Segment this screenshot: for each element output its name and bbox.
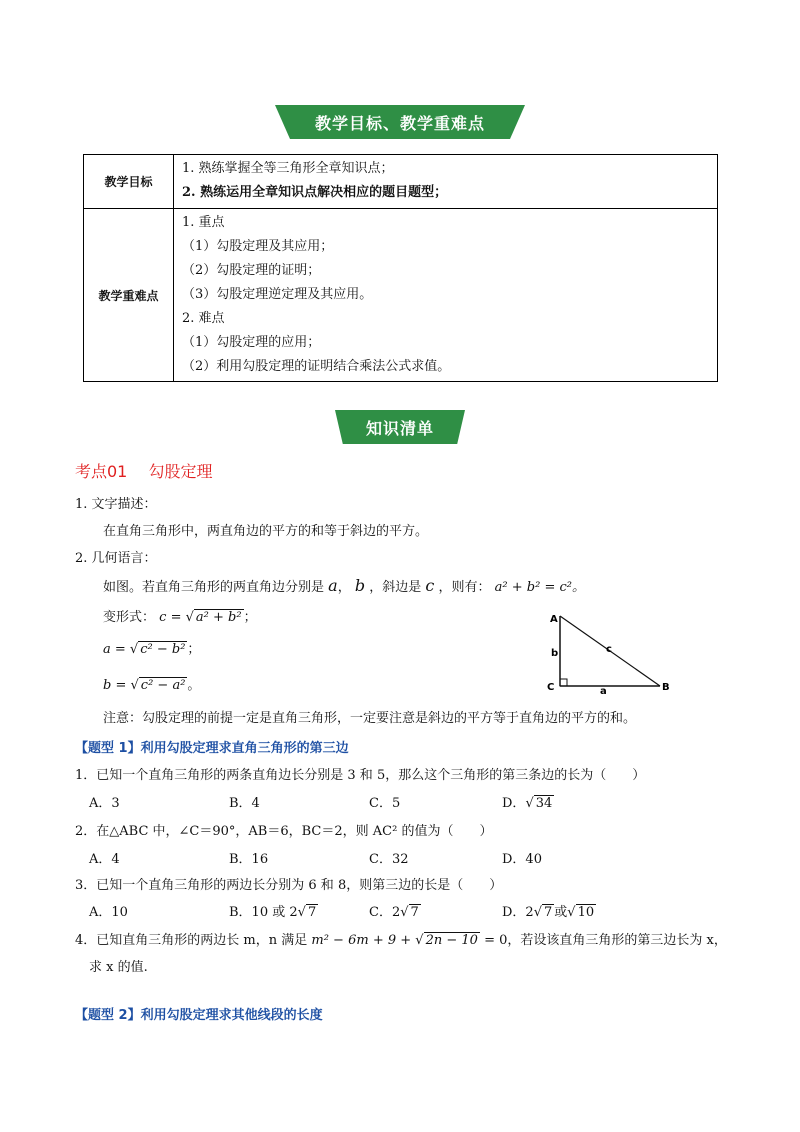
table-row <box>84 209 718 382</box>
section-title: 考点01 勾股定理 <box>75 462 213 481</box>
question-stem: 3．已知一个直角三角形的两边长分别为 6 和 8，则第三边的长是（ ） <box>75 878 503 893</box>
stem-text: 4．已知直角三角形的两边长 m，n 满足 <box>75 933 308 948</box>
stem-text: = 0，若设该直角三角形的第三边长为 x， <box>484 933 727 948</box>
radical-icon: √ <box>129 642 139 657</box>
radical-icon: √ <box>567 905 576 920</box>
option-a[interactable]: A．10 <box>89 905 128 920</box>
question-stem <box>75 929 727 948</box>
radical-icon: √ <box>400 905 409 920</box>
radical-icon: √ <box>525 796 534 811</box>
paragraph-label: 2. 几何语言： <box>75 551 157 566</box>
list-item: （3）勾股定理逆定理及其应用。 <box>182 287 373 302</box>
vertex-label-a: A <box>550 614 558 625</box>
separator: ， <box>337 580 351 595</box>
right-triangle-figure <box>538 608 678 694</box>
option-c[interactable]: C．32 <box>369 852 409 867</box>
formula-main: a² + b² = c²。 <box>494 580 585 595</box>
row-head-keypoints: 教学重难点 <box>84 209 174 382</box>
option-c[interactable]: C．5 <box>369 796 401 811</box>
radicand: 7 <box>410 905 419 920</box>
radical-icon: √ <box>415 933 424 948</box>
option-text: C．2 <box>369 905 401 920</box>
radical-icon: √ <box>130 678 139 693</box>
option-b[interactable] <box>229 901 318 920</box>
list-item: （2）勾股定理的证明； <box>182 263 321 278</box>
goals-table <box>83 154 718 382</box>
row-content-keypoints <box>174 209 718 382</box>
formula-end: 。 <box>187 678 201 693</box>
formula-lhs: a = <box>103 642 126 657</box>
side-label-a: a <box>600 686 607 694</box>
radical-icon: √ <box>297 905 306 920</box>
option-letter: D． <box>502 796 526 811</box>
option-conjunction: 或 <box>554 905 568 920</box>
formula-lhs: c = <box>159 610 182 625</box>
option-text: B．10 或 2 <box>229 905 298 920</box>
list-item: 2. 熟练运用全章知识点解决相应的题目题型； <box>182 185 448 200</box>
vertex-label-b: B <box>662 682 670 693</box>
side-label-b: b <box>551 648 559 659</box>
vertex-label-c: C <box>547 682 555 693</box>
option-a[interactable]: A．4 <box>89 852 120 867</box>
list-item: 2. 难点 <box>182 311 225 326</box>
option-d[interactable] <box>502 901 596 920</box>
row-head-goals: 教学目标 <box>84 155 174 209</box>
row-content-goals <box>174 155 718 209</box>
list-item: （1）勾股定理及其应用； <box>182 239 334 254</box>
side-label-c: c <box>606 644 612 655</box>
variant-formula-2 <box>103 638 200 657</box>
geometry-statement <box>103 576 585 595</box>
radical-icon: √ <box>533 905 542 920</box>
list-item: 1. 重点 <box>182 215 225 230</box>
radicand: 2n − 10 <box>425 933 478 948</box>
stem-formula: m² − 6m + 9 + <box>311 933 416 948</box>
question-type-title: 【题型 2】利用勾股定理求其他线段的长度 <box>75 1008 323 1023</box>
banner-title: 教学目标、教学重难点 <box>314 113 485 133</box>
radicand: c² − a² <box>140 678 186 693</box>
question-stem-continued: 求 x 的值. <box>89 960 148 975</box>
option-d[interactable] <box>502 792 554 811</box>
radicand: 10 <box>577 905 595 920</box>
option-a[interactable]: A．3 <box>89 796 120 811</box>
radicand: c² − b² <box>140 642 186 657</box>
banner-title: 知识清单 <box>365 418 434 438</box>
question-type-title: 【题型 1】利用勾股定理求直角三角形的第三边 <box>75 741 349 756</box>
var-b: b <box>354 576 366 595</box>
radicand: 7 <box>544 905 553 920</box>
formula-lhs: b = <box>103 678 127 693</box>
radicand: 34 <box>535 796 553 811</box>
radicand: a² + b² <box>195 610 242 625</box>
paragraph-body: 在直角三角形中，两直角边的平方的和等于斜边的平方。 <box>103 524 429 539</box>
option-c[interactable] <box>369 901 421 920</box>
option-b[interactable]: B．4 <box>229 796 260 811</box>
variant-label: 变形式： <box>103 610 156 625</box>
radical-icon: √ <box>185 610 194 625</box>
table-row <box>84 155 718 209</box>
variant-formula-1 <box>103 606 257 625</box>
list-item: 1. 熟练掌握全等三角形全章知识点； <box>182 161 394 176</box>
radicand: 7 <box>307 905 317 920</box>
formula-end: ； <box>243 610 257 625</box>
note: 注意：勾股定理的前提一定是直角三角形，一定要注意是斜边的平方等于直角边的平方的和。 <box>103 711 637 726</box>
question-stem: 2．在△ABC 中，∠C＝90°，AB＝6，BC＝2，则 AC² 的值为（ ） <box>75 824 493 839</box>
statement-text: 如图。若直角三角形的两直角边分别是 <box>103 580 325 595</box>
section-banner-goals <box>275 105 525 139</box>
var-a: a <box>328 576 338 595</box>
formula-end: ； <box>187 642 201 657</box>
option-d[interactable]: D．40 <box>502 852 542 867</box>
variant-formula-3 <box>103 674 200 693</box>
statement-text: ，斜边是 <box>369 580 422 595</box>
question-stem: 1．已知一个直角三角形的两条直角边长分别是 3 和 5，那么这个三角形的第三条边的长为（ ） <box>75 768 646 783</box>
list-item: （2）利用勾股定理的证明结合乘法公式求值。 <box>182 359 451 374</box>
option-b[interactable]: B．16 <box>229 852 269 867</box>
var-c: c <box>425 576 435 595</box>
statement-text: ，则有： <box>438 580 491 595</box>
section-banner-knowledge <box>335 410 465 444</box>
option-text: D．2 <box>502 905 534 920</box>
paragraph-label: 1. 文字描述： <box>75 497 157 512</box>
list-item: （1）勾股定理的应用； <box>182 335 321 350</box>
